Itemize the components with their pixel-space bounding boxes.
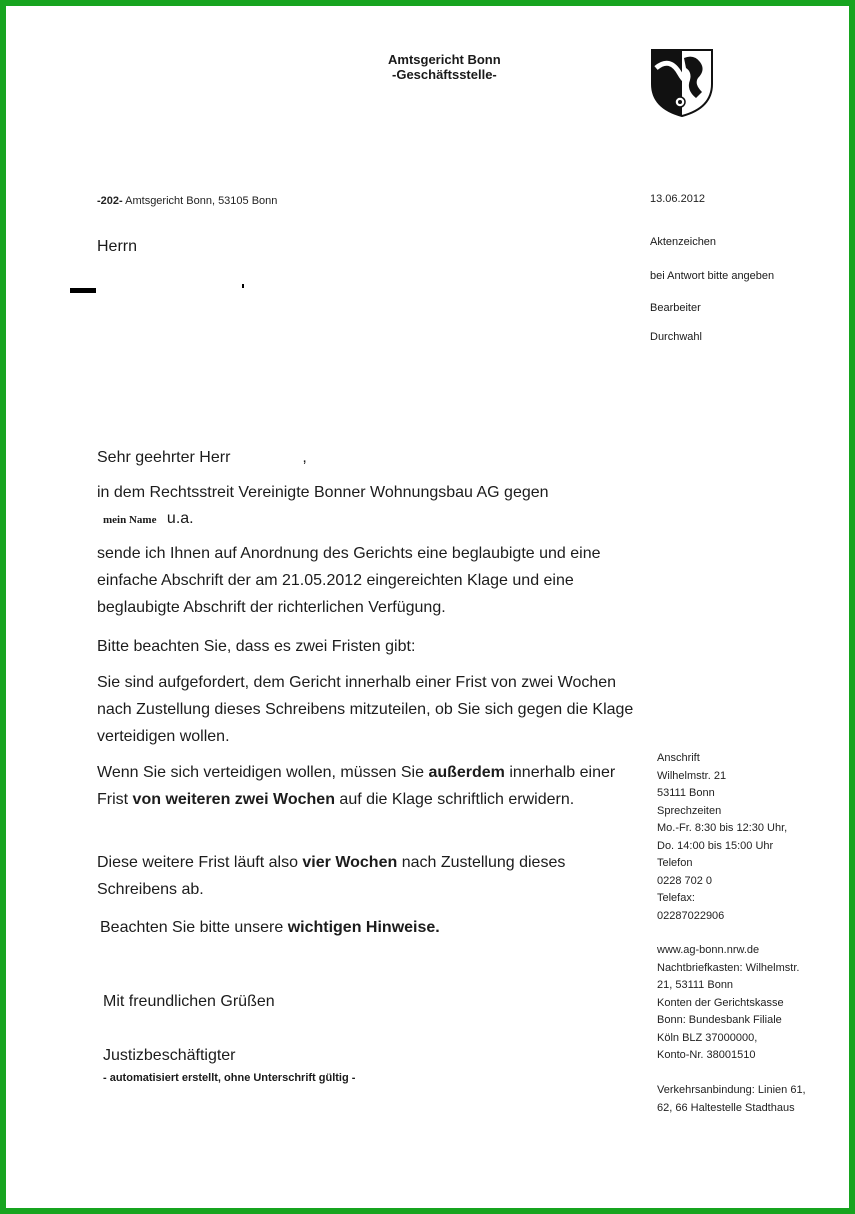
closing: Mit freundlichen Grüßen: [103, 993, 275, 1010]
p4-text-c: innerhalb einer Frist: [97, 764, 616, 808]
sidebar-accounts: [657, 942, 827, 1065]
sender-address: Amtsgericht Bonn, 53105 Bonn: [122, 195, 278, 207]
paragraph-6: [100, 914, 440, 941]
und-andere: u.a.: [166, 510, 194, 527]
bearbeiter-label: Bearbeiter: [650, 302, 701, 314]
p6-text: Beachten Sie bitte unsere: [100, 919, 288, 936]
letter-date: 13.06.2012: [650, 193, 706, 205]
durchwahl-label: Durchwahl: [650, 331, 702, 343]
paragraph-1: sende ich Ihnen auf Anordnung des Gerichts eine beglaubigte und eine einfache Abschrift der am 21.05.2012 eingereichten Klage und eine beglaubigte Abschrift der richterlichen Verfügung.: [97, 545, 601, 616]
sidebar-line: 53111 Bonn: [657, 787, 715, 799]
greeting-comma: ,: [302, 449, 307, 466]
paragraph-4: [97, 759, 637, 813]
case-parties: [103, 510, 194, 528]
p4-bold-b: von weiteren zwei Wochen: [132, 791, 335, 808]
sidebar-line: Köln BLZ 37000000,: [657, 1031, 758, 1044]
bei-antwort-label: bei Antwort bitte angeben: [650, 270, 775, 282]
sidebar-line: Nachtbriefkasten: Wilhelmstr.: [657, 961, 800, 974]
p5-text-a: Diese weitere Frist läuft also: [97, 854, 303, 871]
sidebar-line: 62, 66 Haltestelle Stadthaus: [657, 1101, 795, 1114]
sidebar-line: Verkehrsanbindung: Linien 61,: [657, 1084, 806, 1096]
sidebar-line: Konto-Nr. 38001510: [657, 1049, 756, 1061]
paragraph-2: Bitte beachten Sie, dass es zwei Fristen gibt:: [97, 638, 416, 655]
sidebar-line: Telefon: [657, 857, 693, 869]
sidebar-line: Bonn: Bundesbank Filiale: [657, 1014, 782, 1026]
sender-code: -202-: [97, 195, 123, 207]
sidebar-line: www.ag-bonn.nrw.de: [657, 944, 760, 956]
greeting: [97, 444, 307, 471]
nrw-coat-of-arms-icon: [650, 48, 714, 118]
court-name: Amtsgericht Bonn: [388, 52, 501, 67]
sidebar-line: Do. 14:00 bis 15:00 Uhr: [657, 839, 774, 852]
auto-generated-note: - automatisiert erstellt, ohne Unterschrift gültig -: [103, 1072, 356, 1084]
p4-bold-a: außerdem: [428, 764, 505, 781]
redaction-mark: [242, 284, 244, 288]
court-header: [388, 52, 501, 82]
paragraph-5: [97, 849, 637, 903]
sidebar-contact: [657, 750, 827, 925]
p5-text-c: nach Zustellung dieses Schreibens ab.: [97, 854, 566, 898]
sidebar-line: Konten der Gerichtskasse: [657, 996, 784, 1009]
redaction-mark: [70, 288, 96, 293]
signer-title: Justizbeschäftigter: [103, 1047, 236, 1064]
p6-bold: wichtigen Hinweise.: [287, 919, 440, 936]
p5-bold: vier Wochen: [302, 854, 398, 871]
p4-text-e: auf die Klage schriftlich erwidern.: [334, 791, 575, 808]
sidebar-line: Wilhelmstr. 21: [657, 769, 727, 782]
sidebar-line: 21, 53111 Bonn: [657, 979, 734, 991]
greeting-text: Sehr geehrter Herr: [97, 449, 231, 466]
sender-address-line: [97, 195, 277, 207]
sidebar-line: 02287022906: [657, 909, 725, 922]
court-department: -Geschäftsstelle-: [392, 67, 497, 82]
p4-text-a: Wenn Sie sich verteidigen wollen, müssen Sie: [97, 764, 429, 781]
sidebar-line: Telefax:: [657, 892, 695, 904]
sidebar-line: Anschrift: [657, 752, 700, 764]
sidebar-transport: [657, 1082, 827, 1117]
handwritten-name: mein Name: [103, 514, 157, 526]
sidebar-line: Sprechzeiten: [657, 804, 722, 817]
case-line: in dem Rechtsstreit Vereinigte Bonner Wohnungsbau AG gegen: [97, 484, 549, 501]
sidebar-line: Mo.-Fr. 8:30 bis 12:30 Uhr,: [657, 822, 788, 834]
paragraph-3: Sie sind aufgefordert, dem Gericht innerhalb einer Frist von zwei Wochen nach Zustellung dieses Schreibens mitzuteilen, ob Sie sich gegen die Klage verteidigen wollen.: [97, 674, 634, 745]
recipient-salutation: Herrn: [97, 238, 138, 255]
sidebar-line: 0228 702 0: [657, 874, 713, 887]
aktenzeichen-label: Aktenzeichen: [650, 236, 717, 248]
